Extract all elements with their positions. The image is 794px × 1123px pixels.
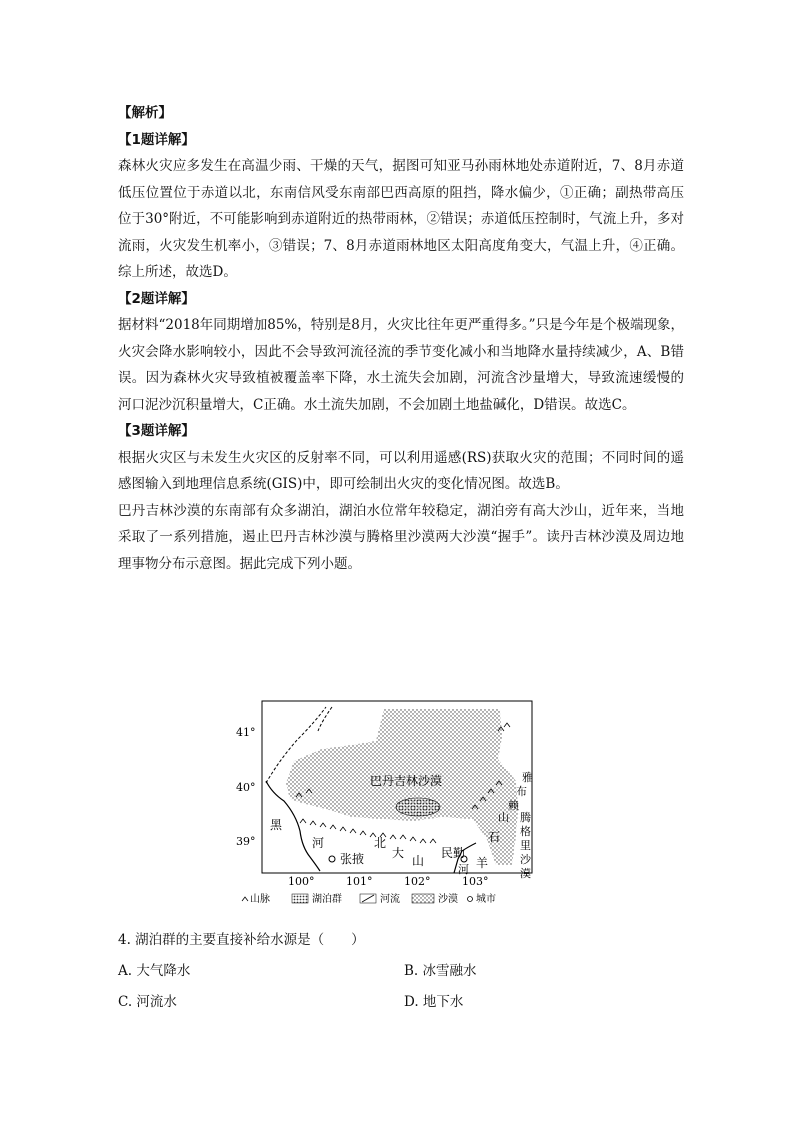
legend-desert-icon [412,894,434,903]
heihe-char-1: 黑 [270,818,283,832]
q1-explanation: 森林火灾应多发生在高温少雨、干燥的天气，据图可知亚马孙雨林地处赤道附近，7、8月赤道低压位置位于赤道以北，东南信风受东南部巴西高原的阻挡，降水偏少，①正确；副热带高压位于30°附近，不可能影响到赤道附近的热带雨林，②错误；赤道低压控制时，气流上升，多对流雨，火灾发生机率小，③错误；7、8月赤道雨林地区太阳高度角变大，气温上升，④正确。综上所述，故选D。 [118,158,684,280]
tengger-char-2: 格 [520,825,531,838]
lon-102-label: 102° [404,875,431,888]
shiyang-char-2: 羊 [476,856,489,870]
shiyang-char-1: 石 [488,830,501,844]
tengger-char-5: 漠 [520,867,531,880]
option-a: A. 大气降水 [118,963,191,979]
minqin-label: 民勤 [441,846,466,860]
desert-name-label: 巴丹吉林沙漠 [370,774,443,788]
legend-lakes-icon [292,894,308,903]
legend-mountain-icon [242,897,248,901]
legend-river-label: 河流 [380,894,400,905]
legend-desert-label: 沙漠 [438,894,458,905]
question-4-stem: 4. 湖泊群的主要直接补给水源是（ ） [118,932,365,948]
q3-heading: 【3题详解】 [118,423,195,439]
yabrai-char-3: 赖 [508,799,519,812]
beidashan-char-2: 大 [392,846,405,860]
map-legend [242,892,496,905]
lon-101-label: 101° [346,875,373,888]
option-c: C. 河流水 [118,994,177,1010]
legend-city-icon [468,897,473,902]
tengger-char-4: 沙 [520,853,531,866]
question-4 [118,925,684,1018]
q2-explanation: 据材料“2018年同期增加85%，特别是8月，火灾比往年更严重得多。”只是今年是个极端现象，火灾会降水影响较小，因此不会导致河流径流的季节变化减小和当地降水量持续减少，A、B错误。因为森林火灾导致植被覆盖率下降，水土流失会加剧，河流含沙量增大，导致流速缓慢的河口泥沙沉积量增大，C正确。水土流失加剧，不会加剧土地盐碱化，D错误。故选C。 [118,317,685,413]
zhangye-label: 张掖 [340,852,365,866]
shiyang-river-char: 河 [458,863,469,876]
yabrai-char-4: 山 [498,811,509,824]
option-d: D. 地下水 [404,994,464,1010]
badain-jaran-map [236,697,536,907]
lat-41-label: 41° [236,726,256,739]
tengger-char-3: 里 [520,839,531,852]
yabrai-char-1: 雅 [522,771,533,784]
lake-group [396,798,440,816]
legend-mountain-label: 山脉 [250,894,270,905]
lat-39-label: 39° [236,835,256,848]
q3-explanation: 根据火灾区与未发生火灾区的反射率不同，可以利用遥感(RS)获取火灾的范围；不同时间的遥感图输入到地理信息系统(GIS)中，即可绘制出火灾的变化情况图。故选B。 [118,449,684,492]
analysis-section [118,100,684,577]
heihe-char-2: 河 [312,836,325,850]
passage-text: 巴丹吉林沙漠的东南部有众多湖泊，湖泊水位常年较稳定，湖泊旁有高大沙山，近年来，当地采取了一系列措施，遏止巴丹吉林沙漠与腾格里沙漠两大沙漠“握手”。读丹吉林沙漠及周边地理事物分布示意图。据此完成下列小题。 [118,502,684,572]
beidashan-char-1: 北 [374,836,387,850]
lon-103-label: 103° [462,875,489,888]
tengger-char-1: 腾 [520,811,531,824]
q1-heading: 【1题详解】 [118,131,195,148]
yabrai-char-2: 布 [516,785,527,798]
option-b: B. 冰雪融水 [404,963,477,979]
lon-100-label: 100° [288,875,315,888]
map-svg [236,697,536,907]
legend-city-label: 城市 [476,894,496,905]
zhangye-city-marker [329,856,335,862]
q2-heading: 【2题详解】 [118,290,195,307]
legend-lakes-label: 湖泊群 [312,894,342,905]
question-4-options [118,956,684,1018]
lat-40-label: 40° [236,781,256,794]
beidashan-char-3: 山 [412,854,425,868]
analysis-label: 【解析】 [118,105,172,121]
